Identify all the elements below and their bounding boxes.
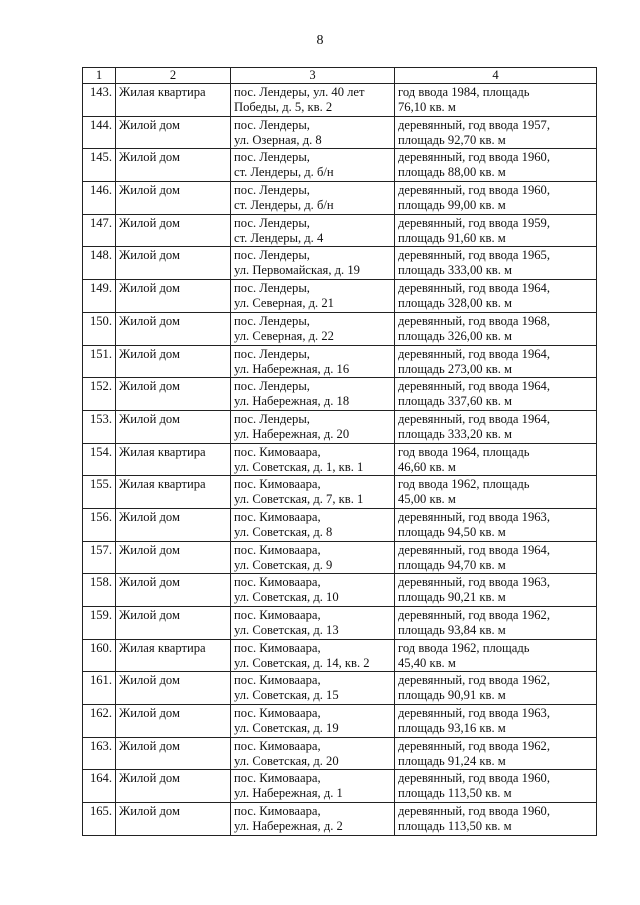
property-address <box>231 476 395 509</box>
property-address-line: ул. Набережная, д. 2 <box>234 819 343 834</box>
property-address-line: ст. Лендеры, д. б/н <box>234 198 334 213</box>
property-address-line: пос. Лендеры, ул. 40 лет <box>234 85 365 99</box>
row-number: 151. <box>83 345 116 378</box>
header-col-1: 1 <box>83 68 116 84</box>
row-number: 155. <box>83 476 116 509</box>
table-row <box>83 508 597 541</box>
property-description <box>395 182 597 215</box>
row-number: 144. <box>83 116 116 149</box>
property-address <box>231 672 395 705</box>
property-type: Жилой дом <box>116 182 231 215</box>
property-address-line: ул. Набережная, д. 20 <box>234 426 350 441</box>
property-address-line: пос. Кимоваара, <box>234 640 321 655</box>
property-address-line: пос. Кимоваара, <box>234 575 321 590</box>
row-number: 158. <box>83 574 116 607</box>
table-row <box>83 378 597 411</box>
table-row <box>83 541 597 574</box>
property-address-line: ул. Советская, д. 19 <box>234 721 339 736</box>
property-address-line: ул. Советская, д. 9 <box>234 557 333 572</box>
property-type: Жилой дом <box>116 574 231 607</box>
property-description <box>395 737 597 770</box>
row-number: 156. <box>83 508 116 541</box>
property-address <box>231 803 395 836</box>
property-address-line: ул. Советская, д. 8 <box>234 524 333 539</box>
property-address <box>231 378 395 411</box>
property-address <box>231 410 395 443</box>
property-description-line: деревянный, год ввода 1962, <box>398 608 550 622</box>
property-description-line: деревянный, год ввода 1957, <box>398 117 550 132</box>
table-row <box>83 410 597 443</box>
property-description-line: площадь 90,21 кв. м <box>398 590 506 605</box>
property-address-line: пос. Кимоваара, <box>234 608 321 622</box>
property-description-line: площадь 113,50 кв. м <box>398 819 512 834</box>
table-row <box>83 312 597 345</box>
property-address <box>231 737 395 770</box>
table-row <box>83 672 597 705</box>
property-description-line: площадь 326,00 кв. м <box>398 328 513 343</box>
property-address-line: пос. Лендеры, <box>234 183 310 198</box>
header-col-3: 3 <box>231 68 395 84</box>
table-row <box>83 737 597 770</box>
row-number: 161. <box>83 672 116 705</box>
property-description-line: деревянный, год ввода 1963, <box>398 575 550 590</box>
property-type: Жилая квартира <box>116 476 231 509</box>
property-type: Жилой дом <box>116 705 231 738</box>
property-address-line: ул. Набережная, д. 18 <box>234 394 350 409</box>
row-number: 149. <box>83 280 116 313</box>
property-address-line: пос. Лендеры, <box>234 150 310 165</box>
property-description-line: деревянный, год ввода 1963, <box>398 509 550 524</box>
property-address-line: пос. Лендеры, <box>234 248 310 263</box>
property-address <box>231 280 395 313</box>
property-address <box>231 182 395 215</box>
property-address-line: ул. Советская, д. 7, кв. 1 <box>234 492 364 507</box>
property-address-line: пос. Кимоваара, <box>234 804 321 819</box>
property-address-line: ст. Лендеры, д. 4 <box>234 230 324 245</box>
row-number: 143. <box>83 84 116 117</box>
property-address <box>231 149 395 182</box>
table-row <box>83 84 597 117</box>
property-type: Жилой дом <box>116 378 231 411</box>
property-address-line: пос. Лендеры, <box>234 411 310 426</box>
property-description-line: деревянный, год ввода 1962, <box>398 738 550 753</box>
property-address <box>231 214 395 247</box>
property-description-line: деревянный, год ввода 1959, <box>398 215 550 230</box>
property-description-line: площадь 93,84 кв. м <box>398 623 506 637</box>
header-col-4: 4 <box>395 68 597 84</box>
property-type: Жилой дом <box>116 247 231 280</box>
property-description-line: площадь 91,60 кв. м <box>398 230 506 245</box>
property-address-line: пос. Кимоваара, <box>234 477 321 492</box>
property-description-line: деревянный, год ввода 1968, <box>398 313 550 328</box>
property-type: Жилой дом <box>116 508 231 541</box>
property-description-line: год ввода 1962, площадь <box>398 640 530 655</box>
table-row <box>83 574 597 607</box>
property-address <box>231 639 395 672</box>
property-description <box>395 705 597 738</box>
property-address-line: ул. Советская, д. 13 <box>234 623 339 637</box>
property-description <box>395 149 597 182</box>
property-description-line: площадь 91,24 кв. м <box>398 753 506 768</box>
property-description-line: площадь 337,60 кв. м <box>398 394 513 409</box>
property-type: Жилой дом <box>116 737 231 770</box>
property-type: Жилой дом <box>116 312 231 345</box>
property-address <box>231 541 395 574</box>
property-table <box>82 67 597 836</box>
table-row <box>83 116 597 149</box>
property-description-line: деревянный, год ввода 1962, <box>398 673 550 688</box>
property-address <box>231 84 395 117</box>
property-description <box>395 116 597 149</box>
property-type: Жилой дом <box>116 410 231 443</box>
row-number: 160. <box>83 639 116 672</box>
property-description-line: площадь 113,50 кв. м <box>398 786 512 801</box>
property-address-line: пос. Кимоваара, <box>234 444 321 459</box>
property-address-line: ул. Советская, д. 20 <box>234 753 339 768</box>
property-description-line: деревянный, год ввода 1964, <box>398 281 550 296</box>
property-type: Жилой дом <box>116 280 231 313</box>
property-description-line: площадь 88,00 кв. м <box>398 165 506 180</box>
property-description <box>395 508 597 541</box>
property-description-line: площадь 99,00 кв. м <box>398 198 506 213</box>
row-number: 152. <box>83 378 116 411</box>
property-address-line: пос. Лендеры, <box>234 313 310 328</box>
property-description-line: деревянный, год ввода 1960, <box>398 183 550 198</box>
row-number: 157. <box>83 541 116 574</box>
row-number: 147. <box>83 214 116 247</box>
property-description-line: площадь 273,00 кв. м <box>398 361 513 376</box>
table-row <box>83 247 597 280</box>
property-address-line: пос. Лендеры, <box>234 346 310 361</box>
property-address-line: пос. Лендеры, <box>234 281 310 296</box>
property-description <box>395 443 597 476</box>
property-address-line: пос. Кимоваара, <box>234 542 321 557</box>
property-description-line: деревянный, год ввода 1965, <box>398 248 550 263</box>
property-description-line: 45,40 кв. м <box>398 655 456 670</box>
property-description-line: деревянный, год ввода 1964, <box>398 542 550 557</box>
property-description-line: деревянный, год ввода 1960, <box>398 771 550 786</box>
property-address-line: ул. Набережная, д. 16 <box>234 361 350 376</box>
property-address <box>231 607 395 640</box>
table-row <box>83 770 597 803</box>
property-description <box>395 280 597 313</box>
property-address <box>231 345 395 378</box>
property-type: Жилой дом <box>116 149 231 182</box>
property-type: Жилой дом <box>116 607 231 640</box>
property-description-line: площадь 94,70 кв. м <box>398 557 506 572</box>
table-row <box>83 443 597 476</box>
header-col-2: 2 <box>116 68 231 84</box>
property-address-line: пос. Кимоваара, <box>234 706 321 721</box>
property-address <box>231 312 395 345</box>
property-description-line: площадь 333,20 кв. м <box>398 426 513 441</box>
property-description-line: площадь 90,91 кв. м <box>398 688 506 703</box>
table-row <box>83 607 597 640</box>
property-address <box>231 116 395 149</box>
property-description-line: год ввода 1964, площадь <box>398 444 530 459</box>
row-number: 153. <box>83 410 116 443</box>
property-description-line: деревянный, год ввода 1960, <box>398 150 550 165</box>
property-address <box>231 574 395 607</box>
property-type: Жилой дом <box>116 345 231 378</box>
property-description-line: 45,00 кв. м <box>398 492 456 507</box>
property-address-line: ул. Северная, д. 21 <box>234 296 334 311</box>
row-number: 145. <box>83 149 116 182</box>
property-description <box>395 574 597 607</box>
property-type: Жилой дом <box>116 803 231 836</box>
property-description-line: деревянный, год ввода 1964, <box>398 411 550 426</box>
property-description <box>395 378 597 411</box>
property-description-line: площадь 333,00 кв. м <box>398 263 513 278</box>
table-row <box>83 803 597 836</box>
property-type: Жилой дом <box>116 116 231 149</box>
property-description <box>395 770 597 803</box>
property-description-line: деревянный, год ввода 1964, <box>398 379 550 394</box>
property-address <box>231 508 395 541</box>
property-type: Жилой дом <box>116 541 231 574</box>
property-description <box>395 541 597 574</box>
property-address <box>231 247 395 280</box>
property-address-line: пос. Лендеры, <box>234 215 310 230</box>
row-number: 146. <box>83 182 116 215</box>
table-row <box>83 149 597 182</box>
property-description-line: площадь 92,70 кв. м <box>398 132 506 147</box>
property-address-line: пос. Кимоваара, <box>234 738 321 753</box>
table-row <box>83 214 597 247</box>
property-address-line: ул. Советская, д. 14, кв. 2 <box>234 655 370 670</box>
property-description-line: площадь 94,50 кв. м <box>398 524 506 539</box>
row-number: 154. <box>83 443 116 476</box>
row-number: 162. <box>83 705 116 738</box>
property-description <box>395 639 597 672</box>
property-description <box>395 84 597 117</box>
property-description <box>395 672 597 705</box>
table-row <box>83 280 597 313</box>
row-number: 163. <box>83 737 116 770</box>
property-address-line: ул. Первомайская, д. 19 <box>234 263 360 278</box>
property-type: Жилая квартира <box>116 443 231 476</box>
property-type: Жилой дом <box>116 672 231 705</box>
property-description <box>395 345 597 378</box>
property-description <box>395 410 597 443</box>
property-description-line: год ввода 1962, площадь <box>398 477 530 492</box>
property-type: Жилой дом <box>116 214 231 247</box>
property-description <box>395 607 597 640</box>
property-address-line: пос. Лендеры, <box>234 117 310 132</box>
table-row <box>83 476 597 509</box>
property-address-line: Победы, д. 5, кв. 2 <box>234 100 333 114</box>
table-row <box>83 639 597 672</box>
property-description-line: площадь 93,16 кв. м <box>398 721 506 736</box>
row-number: 159. <box>83 607 116 640</box>
property-description-line: деревянный, год ввода 1964, <box>398 346 550 361</box>
property-address <box>231 443 395 476</box>
property-description-line: деревянный, год ввода 1963, <box>398 706 550 721</box>
row-number: 164. <box>83 770 116 803</box>
property-description-line: 76,10 кв. м <box>398 100 456 114</box>
property-address-line: ул. Советская, д. 10 <box>234 590 339 605</box>
property-type: Жилой дом <box>116 770 231 803</box>
property-address-line: пос. Кимоваара, <box>234 509 321 524</box>
property-description-line: площадь 328,00 кв. м <box>398 296 513 311</box>
table-row <box>83 705 597 738</box>
table-header-row <box>83 68 597 84</box>
row-number: 165. <box>83 803 116 836</box>
property-address <box>231 705 395 738</box>
property-type: Жилая квартира <box>116 84 231 117</box>
property-address-line: ул. Советская, д. 1, кв. 1 <box>234 459 364 474</box>
property-description <box>395 803 597 836</box>
property-address-line: ул. Северная, д. 22 <box>234 328 334 343</box>
property-description <box>395 312 597 345</box>
property-description-line: год ввода 1984, площадь <box>398 85 530 99</box>
row-number: 148. <box>83 247 116 280</box>
property-description-line: деревянный, год ввода 1960, <box>398 804 550 819</box>
property-address-line: ст. Лендеры, д. б/н <box>234 165 334 180</box>
property-address-line: пос. Лендеры, <box>234 379 310 394</box>
table-row <box>83 345 597 378</box>
property-address <box>231 770 395 803</box>
property-address-line: ул. Набережная, д. 1 <box>234 786 343 801</box>
property-type: Жилая квартира <box>116 639 231 672</box>
property-address-line: ул. Озерная, д. 8 <box>234 132 322 147</box>
page-number: 8 <box>316 33 324 48</box>
table-row <box>83 182 597 215</box>
property-description <box>395 214 597 247</box>
property-address-line: пос. Кимоваара, <box>234 771 321 786</box>
row-number: 150. <box>83 312 116 345</box>
property-address-line: пос. Кимоваара, <box>234 673 321 688</box>
property-address-line: ул. Советская, д. 15 <box>234 688 339 703</box>
property-description <box>395 247 597 280</box>
property-description <box>395 476 597 509</box>
property-description-line: 46,60 кв. м <box>398 459 456 474</box>
